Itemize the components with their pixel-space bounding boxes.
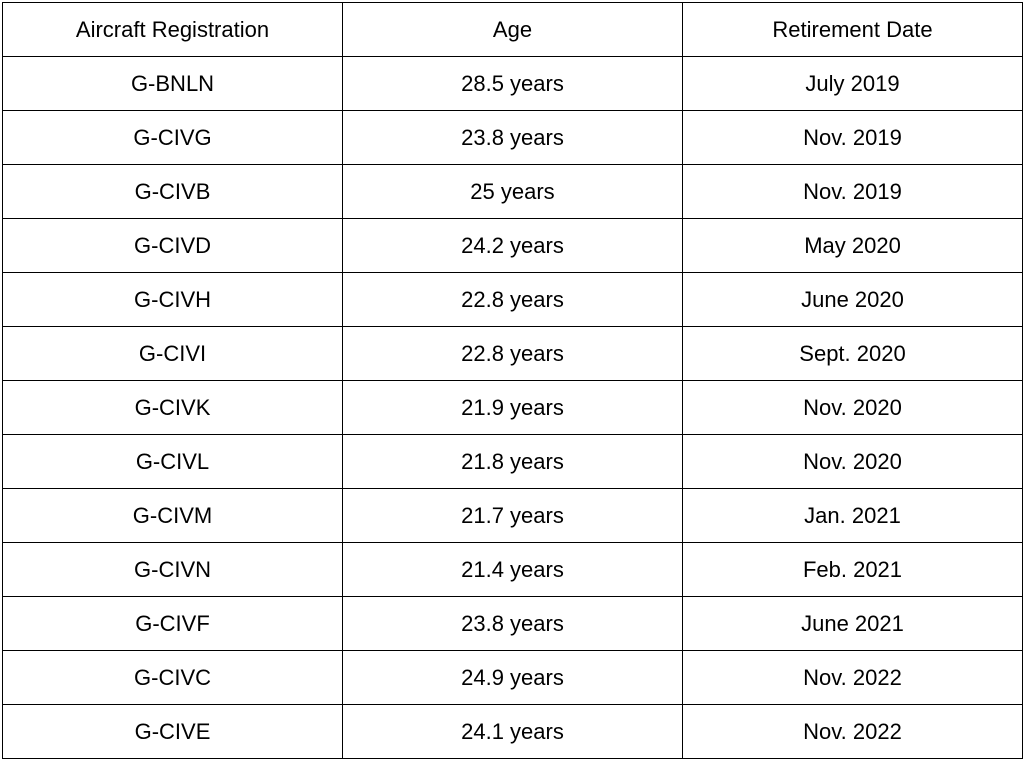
cell-age: 28.5 years: [343, 57, 683, 111]
table-row: [3, 705, 1023, 759]
table-row: [3, 435, 1023, 489]
retirement-table: [2, 2, 1023, 759]
table-row: [3, 327, 1023, 381]
cell-retirement-date: Nov. 2020: [683, 435, 1023, 489]
cell-registration: G-CIVL: [3, 435, 343, 489]
cell-registration: G-CIVB: [3, 165, 343, 219]
cell-retirement-date: Nov. 2020: [683, 381, 1023, 435]
cell-registration: G-CIVD: [3, 219, 343, 273]
cell-retirement-date: Jan. 2021: [683, 489, 1023, 543]
cell-retirement-date: June 2020: [683, 273, 1023, 327]
cell-age: 21.4 years: [343, 543, 683, 597]
cell-registration: G-CIVC: [3, 651, 343, 705]
cell-age: 21.7 years: [343, 489, 683, 543]
cell-age: 23.8 years: [343, 111, 683, 165]
cell-registration: G-CIVN: [3, 543, 343, 597]
table-row: [3, 381, 1023, 435]
cell-age: 22.8 years: [343, 327, 683, 381]
header-row: [3, 3, 1023, 57]
cell-age: 23.8 years: [343, 597, 683, 651]
cell-age: 24.1 years: [343, 705, 683, 759]
cell-age: 21.8 years: [343, 435, 683, 489]
cell-retirement-date: May 2020: [683, 219, 1023, 273]
table-row: [3, 651, 1023, 705]
table-row: [3, 111, 1023, 165]
cell-retirement-date: June 2021: [683, 597, 1023, 651]
table-row: [3, 489, 1023, 543]
cell-retirement-date: Nov. 2019: [683, 165, 1023, 219]
cell-age: 25 years: [343, 165, 683, 219]
cell-age: 21.9 years: [343, 381, 683, 435]
header-aircraft-registration: Aircraft Registration: [3, 3, 343, 57]
cell-registration: G-CIVH: [3, 273, 343, 327]
cell-registration: G-BNLN: [3, 57, 343, 111]
table-row: [3, 219, 1023, 273]
cell-retirement-date: Sept. 2020: [683, 327, 1023, 381]
table-row: [3, 273, 1023, 327]
cell-retirement-date: Feb. 2021: [683, 543, 1023, 597]
cell-registration: G-CIVG: [3, 111, 343, 165]
cell-registration: G-CIVM: [3, 489, 343, 543]
table-row: [3, 543, 1023, 597]
cell-registration: G-CIVE: [3, 705, 343, 759]
header-retirement-date: Retirement Date: [683, 3, 1023, 57]
table-row: [3, 165, 1023, 219]
cell-registration: G-CIVF: [3, 597, 343, 651]
cell-registration: G-CIVK: [3, 381, 343, 435]
table-row: [3, 57, 1023, 111]
header-age: Age: [343, 3, 683, 57]
cell-age: 24.9 years: [343, 651, 683, 705]
cell-retirement-date: Nov. 2019: [683, 111, 1023, 165]
table-row: [3, 597, 1023, 651]
cell-age: 24.2 years: [343, 219, 683, 273]
cell-retirement-date: Nov. 2022: [683, 705, 1023, 759]
cell-retirement-date: July 2019: [683, 57, 1023, 111]
cell-registration: G-CIVI: [3, 327, 343, 381]
cell-age: 22.8 years: [343, 273, 683, 327]
cell-retirement-date: Nov. 2022: [683, 651, 1023, 705]
